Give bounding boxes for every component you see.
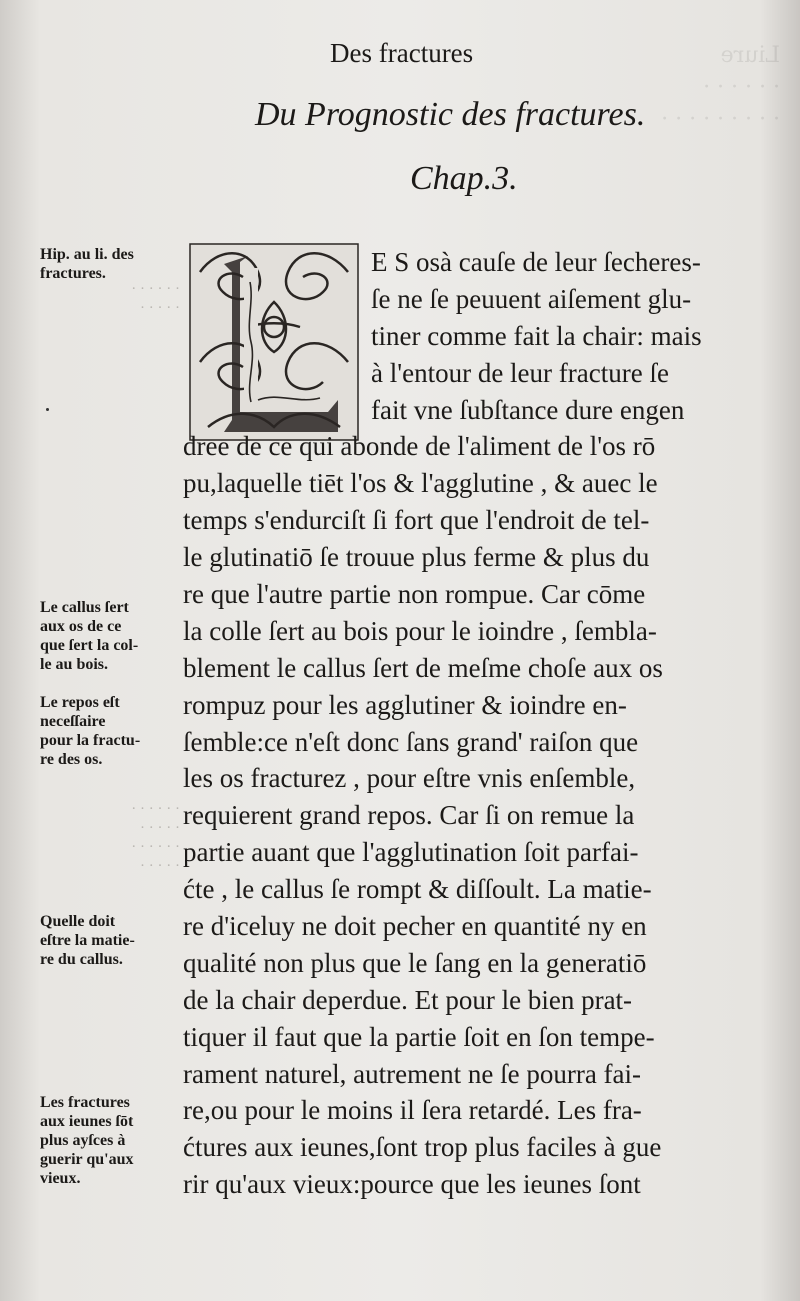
body-line: pu,laquelle tiēt l'os & l'agglutine , & auec le [183, 468, 658, 499]
body-line: rir qu'aux vieux:pource que les ieunes ſont [183, 1169, 641, 1200]
body-line: qualité non plus que le ſang en la generatiō [183, 947, 647, 978]
show-through-margin: · · · · · · · · · · · · · · · · · · · · · · [131, 801, 180, 874]
margin-note-matter [40, 912, 180, 969]
body-line: dree de ce qui abonde de l'aliment de l'os rō [183, 431, 656, 462]
margin-note-callus [40, 598, 180, 674]
body-line: ćtures aux ieunes,ſont trop plus faciles à gue [183, 1132, 662, 1163]
body-line: de la chair deperdue. Et pour le bien prat- [183, 984, 633, 1015]
margin-note-line: aux ieunes ſōt [40, 1113, 134, 1130]
margin-note-line: Le repos eſt [40, 694, 120, 711]
margin-note-line: Hip. au li. des [40, 246, 134, 263]
body-line: ſe ne ſe peuuent aiſement glu- [371, 283, 692, 314]
margin-note-line: Quelle doit [40, 913, 116, 930]
body-line: les os fracturez , pour eſtre vnis enſemble, [183, 763, 636, 794]
margin-note-line: fractures. [40, 265, 106, 282]
body-line: rompuz pour les agglutiner & ioindre en- [183, 689, 627, 720]
margin-note-line: Les fractures [40, 1094, 130, 1111]
margin-note-line: Le callus ſert [40, 599, 129, 616]
margin-note-line: plus ayſces à [40, 1132, 126, 1149]
body-line: fait vne ſubſtance dure engen [371, 394, 685, 425]
body-line: partie auant que l'agglutination ſoit parfai- [183, 837, 639, 868]
show-through-margin: · · · · · · · · · · · [131, 281, 180, 316]
running-head: Des fractures [330, 38, 474, 68]
body-line: re d'iceluy ne doit pecher en quantité ny en [183, 911, 647, 942]
body-line: rament naturel, autrement ne ſe pourra fai- [183, 1058, 642, 1089]
margin-note-line: guerir qu'aux [40, 1151, 134, 1168]
ink-speck [46, 408, 49, 411]
main-body-text [183, 244, 755, 1203]
margin-note-line: eſtre la matie- [40, 932, 135, 949]
margin-note-young [40, 1093, 180, 1188]
chapter-title: Du Prognostic des fractures. [255, 96, 646, 133]
margin-note-line: vieux. [40, 1170, 81, 1187]
chapter-number: Chap.3. [410, 160, 518, 197]
margin-note-line: le au bois. [40, 656, 109, 673]
body-line: ſemble:ce n'eſt donc ſans grand' raiſon que [183, 726, 639, 757]
margin-note-line: neceſſaire [40, 713, 106, 730]
body-line: requierent grand repos. Car ſi on remue la [183, 800, 635, 831]
margin-note-rest [40, 693, 180, 769]
body-line: re que l'autre partie non rompue. Car cōme [183, 579, 646, 610]
show-through-text: Liure · · · · · · · · · · · · · · · [661, 43, 780, 132]
margin-note-line: pour la fractu- [40, 732, 141, 749]
body-line: tiner comme fait la chair: mais [371, 320, 702, 351]
margin-note-line: re des os. [40, 751, 103, 768]
body-line: ćte , le callus ſe rompt & diſſoult. La matie- [183, 874, 652, 905]
margin-note-line: re du callus. [40, 951, 123, 968]
body-line: le glutinatiō ſe trouue plus ferme & plus du [183, 542, 650, 573]
margin-note-line: que ſert la col- [40, 637, 139, 654]
body-line: la colle ſert au bois pour le ioindre , ſembla- [183, 615, 657, 646]
body-line: à l'entour de leur fracture ſe [371, 357, 669, 388]
margin-note-hippocrates [40, 245, 180, 283]
body-line: re,ou pour le moins il ſera retardé. Les fra- [183, 1095, 642, 1126]
body-line: tiquer il faut que la partie ſoit en ſon tempe- [183, 1021, 655, 1052]
body-line: blement le callus ſert de meſme choſe aux os [183, 652, 663, 683]
body-line: temps s'endurciſt ſi fort que l'endroit de tel- [183, 505, 650, 536]
margin-note-line: aux os de ce [40, 618, 122, 635]
body-line: E S osà cauſe de leur ſecheres- [371, 247, 701, 277]
